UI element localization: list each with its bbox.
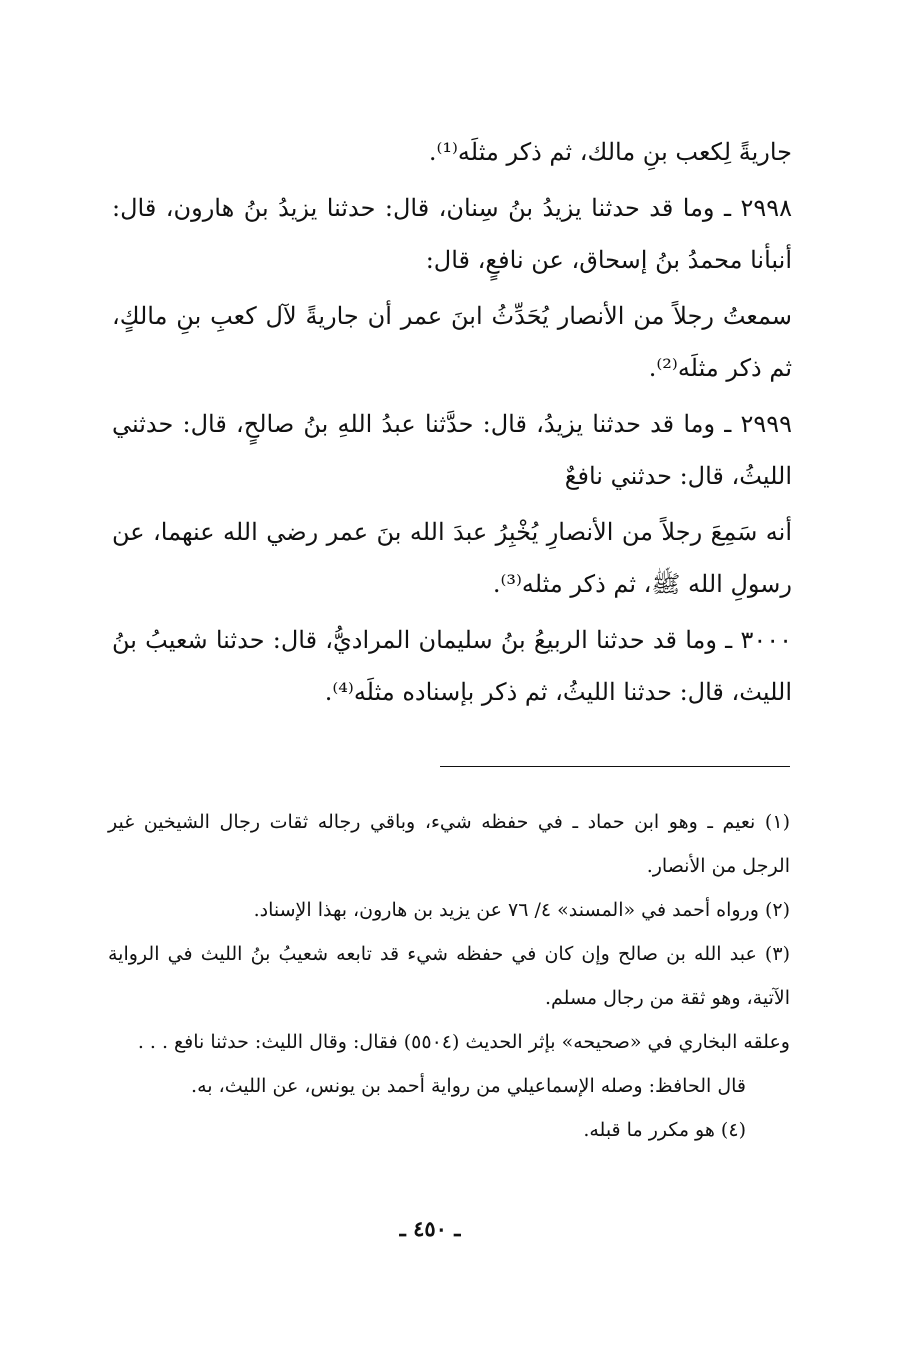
paragraph-5: أنه سَمِعَ رجلاً من الأنصارِ يُخْبِرُ عبدَ الله بنَ عمر رضي الله عنهما، عن رسولِ الله ﷺ، ثم ذكر مثله⁽³⁾. bbox=[112, 518, 792, 598]
hadith-2999: ٢٩٩٩ ـ وما قد حدثنا يزيدُ، قال: حدَّثنا عبدُ اللهِ بنُ صالحٍ، قال: حدثني الليثُ، قال: حدثني نافعٌ bbox=[112, 410, 792, 490]
paragraph-3: سمعتُ رجلاً من الأنصار يُحَدِّثُ ابنَ عمر أن جاريةً لآل كعبِ بنِ مالكٍ، ثم ذكر مثلَه⁽²⁾. bbox=[112, 302, 792, 382]
footnote-4: (٤) هو مكرر ما قبله. bbox=[583, 1119, 746, 1141]
hadith-3000: ٣٠٠٠ ـ وما قد حدثنا الربيعُ بنُ سليمان المراديُّ، قال: حدثنا شعيبُ بنُ الليث، قال: حدثنا الليثُ، ثم ذكر بإسناده مثلَه⁽⁴⁾. bbox=[112, 626, 792, 706]
footnote-separator bbox=[440, 766, 790, 767]
main-text bbox=[112, 126, 792, 718]
footnote-3-continued: وعلقه البخاري في «صحيحه» بإثر الحديث (٥٥٠٤) فقال: وقال الليث: حدثنا نافع . . . bbox=[137, 1031, 790, 1053]
footnote-1: (١) نعيم ـ وهو ابن حماد ـ في حفظه شيء، وباقي رجاله ثقات رجال الشيخين غير الرجل من الأنصار. bbox=[108, 811, 790, 877]
hadith-2998: ٢٩٩٨ ـ وما قد حدثنا يزيدُ بنُ سِنان، قال: حدثنا يزيدُ بنُ هارون، قال: أنبأنا محمدُ بنُ إسحاق، عن نافعٍ، قال: bbox=[112, 194, 792, 274]
page-number: ـ ٤٥٠ ـ bbox=[399, 1216, 461, 1241]
footnote-3: (٣) عبد الله بن صالح وإن كان في حفظه شيء قد تابعه شعيبُ بنُ الليث في الرواية الآتية، وهو ثقة من رجال مسلم. bbox=[108, 943, 790, 1009]
footnote-3-hafiz: قال الحافظ: وصله الإسماعيلي من رواية أحمد بن يونس، عن الليث، به. bbox=[191, 1075, 746, 1097]
footnotes bbox=[108, 800, 790, 1152]
paragraph-1: جاريةً لِكعب بنِ مالك، ثم ذكر مثلَه⁽¹⁾. bbox=[428, 138, 792, 166]
footnote-2: (٢) ورواه أحمد في «المسند» ٤/ ٧٦ عن يزيد بن هارون، بهذا الإسناد. bbox=[253, 899, 790, 921]
